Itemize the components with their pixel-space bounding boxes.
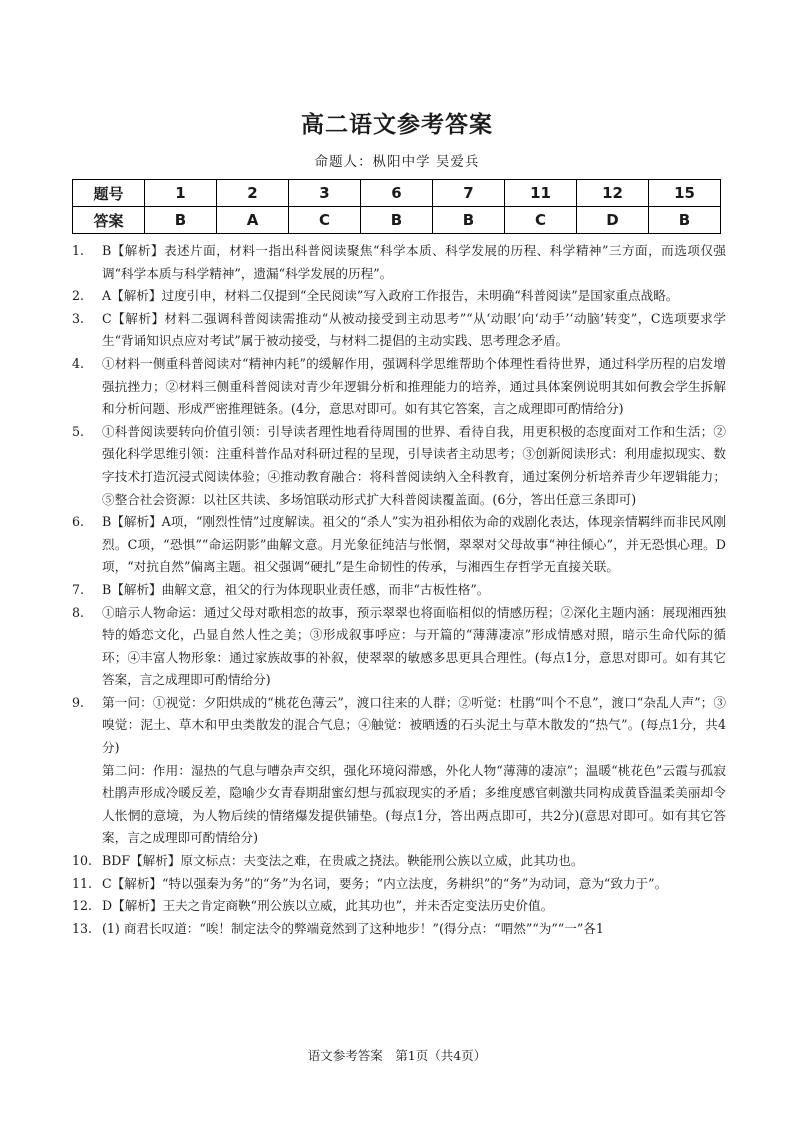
question-number: 12 — [577, 180, 649, 207]
answer-item — [72, 285, 726, 308]
question-number-label: 题号 — [73, 180, 145, 207]
item-text: 第一问：①视觉：夕阳烘成的“桃花色薄云”，渡口往来的人群；②听觉：杜鹃“叫个不息”，渡口“杂乱人声”；③嗅觉：泥土、草木和甲虫类散发的混合气息；④触觉：被晒透的石头泥土与草木散发的“热气”。(每点1分，共4分) — [102, 694, 726, 756]
item-number: 6. — [72, 514, 85, 530]
question-number: 6 — [361, 180, 433, 207]
item-text: A【解析】过度引申，材料二仅提到“全民阅读”写入政府工作报告，未明确“科普阅读”是国家重点战略。 — [102, 288, 679, 304]
answer-item — [72, 240, 726, 285]
author-line: 命题人：枞阳中学 吴爱兵 — [314, 154, 480, 170]
item-number: 1. — [72, 243, 85, 258]
answer-item — [72, 918, 726, 941]
item-number: 3. — [72, 310, 85, 326]
answer-cell: B — [433, 207, 505, 234]
answer-row — [73, 207, 721, 234]
item-number: 10. — [72, 853, 93, 869]
page-footer: 语文参考答案 第1页（共4页） — [307, 1048, 487, 1063]
answer-cell: B — [361, 207, 433, 234]
item-text: B【解析】曲解文意，祖父的行为体现职业责任感，而非“古板性格”。 — [102, 581, 490, 597]
answer-cell: B — [145, 207, 217, 234]
item-number: 13. — [72, 920, 93, 936]
answer-cell: C — [505, 207, 577, 234]
item-number: 12. — [72, 898, 93, 914]
answer-explanations — [72, 240, 726, 940]
item-text: ①材料一侧重科普阅读对“精神内耗”的缓解作用，强调科学思维帮助个体理性看待世界，通过科学历程的启发增强抗挫力；②材料三侧重科普阅读对青少年逻辑分析和推理能力的培养，通过具体案例说明其如何教会学生拆解和分析问题、形成严密推理链条。(4分，意思对即可。如有其它答案，言之成理即可酌情给分) — [102, 355, 726, 417]
answer-item — [72, 873, 726, 896]
item-text: B【解析】表述片面，材料一指出科普阅读聚焦“科学本质、科学发展的历程、科学精神”三方面，而选项仅强调“科学本质与科学精神”，遗漏“科学发展的历程”。 — [102, 243, 726, 281]
question-number: 3 — [289, 180, 361, 207]
item-text: C【解析】“特以强秦为务”的“务”为名词，要务；“内立法度，务耕织”的“务”为动词，意为“致力于”。 — [102, 875, 668, 891]
question-number-row — [73, 180, 721, 207]
item-text: (1) 商君长叹道：“唉！制定法令的弊端竟然到了这种地步！”(得分点：“喟然”“为”“一”各1 — [102, 920, 604, 936]
item-number: 11. — [72, 875, 93, 891]
answer-item — [72, 692, 726, 850]
item-number: 9. — [72, 694, 85, 710]
question-number: 2 — [217, 180, 289, 207]
question-number: 7 — [433, 180, 505, 207]
answer-cell: B — [649, 207, 721, 234]
item-text: ①暗示人物命运：通过父母对歌相恋的故事，预示翠翠也将面临相似的情感历程；②深化主题内涵：展现湘西独特的婚恋文化，凸显自然人性之美；③形成叙事呼应：与开篇的“薄薄凄凉”形成情感对照，暗示生命代际的循环；④丰富人物形象：通过家族故事的补叙，使翠翠的敏感多思更具合理性。(每点1分，意思对即可。如有其它答案，言之成理即可酌情给分) — [102, 604, 726, 688]
item-number: 5. — [72, 423, 85, 439]
answer-cell: A — [217, 207, 289, 234]
answer-item — [72, 511, 726, 579]
item-text: D【解析】王夫之肯定商鞅“刑公族以立威，此其功也”，并未否定变法历史价值。 — [102, 898, 554, 914]
page-title: 高二语文参考答案 — [301, 111, 493, 138]
question-number: 11 — [505, 180, 577, 207]
item-text: B【解析】A项，“刚烈性情”过度解读。祖父的“杀人”实为祖孙相依为命的戏剧化表达，体现亲情羁绊而非民风刚烈。C项，“恐惧”“命运阴影”曲解文意。月光象征纯洁与怅惘，翠翠对父母故事“神往倾心”，并无恐惧心理。D项，“对抗自然”偏离主题。祖父强调“硬扎”是生命韧性的传承，与湘西生存哲学无直接关联。 — [102, 514, 726, 575]
item-text: BDF【解析】原文标点：夫变法之难，在贵戚之挠法。鞅能刑公族以立威，此其功也。 — [102, 853, 584, 869]
answer-cell: C — [289, 207, 361, 234]
answer-cell: D — [577, 207, 649, 234]
answer-item — [72, 850, 726, 873]
question-number: 1 — [145, 180, 217, 207]
answer-item — [72, 579, 726, 602]
item-number: 4. — [72, 355, 85, 371]
answer-item — [72, 421, 726, 511]
item-number: 8. — [72, 604, 85, 620]
answer-item — [72, 308, 726, 353]
item-number: 7. — [72, 581, 85, 597]
item-text: 第二问：作用：湿热的气息与嘈杂声交织，强化环境闷滞感，外化人物“薄薄的凄凉”；温暖“桃花色”云霞与孤寂杜鹃声形成冷暖反差，隐喻少女青春期甜蜜幻想与孤寂现实的矛盾；多维度感官刺激共同构成黄昏温柔美丽却令人怅惘的意境，为人物后续的情绪爆发提供铺垫。(每点1分，答出两点即可，共2分)(意思对即可。如有其它答案，言之成理即可酌情给分) — [102, 762, 726, 846]
item-text: ①科普阅读要转向价值引领：引导读者理性地看待周围的世界、看待自我，用更积极的态度面对工作和生活；②强化科学思维引领：注重科普作品对科研过程的呈现，引导读者主动思考；③创新阅读形式：利用虚拟现实、数字技术打造沉浸式阅读体验；④推动教育融合：将科普阅读纳入全科教育，通过案例分析培养青少年逻辑能力；⑤整合社会资源：以社区共读、多场馆联动形式扩大科普阅读覆盖面。(6分，答出任意三条即可) — [102, 423, 726, 507]
answer-table — [72, 179, 721, 234]
answer-item — [72, 895, 726, 918]
item-text: C【解析】材料二强调科普阅读需推动“从被动接受到主动思考”“从‘动眼’向‘动手’‘动脑’转变”，C选项要求学生“背诵知识点应对考试”属于被动接受，与材料二提倡的主动实践、思考理念矛盾。 — [102, 310, 726, 349]
question-number: 15 — [649, 180, 721, 207]
answer-label: 答案 — [73, 207, 145, 234]
answer-item — [72, 353, 726, 421]
answer-item — [72, 602, 726, 692]
item-number: 2. — [72, 288, 85, 304]
